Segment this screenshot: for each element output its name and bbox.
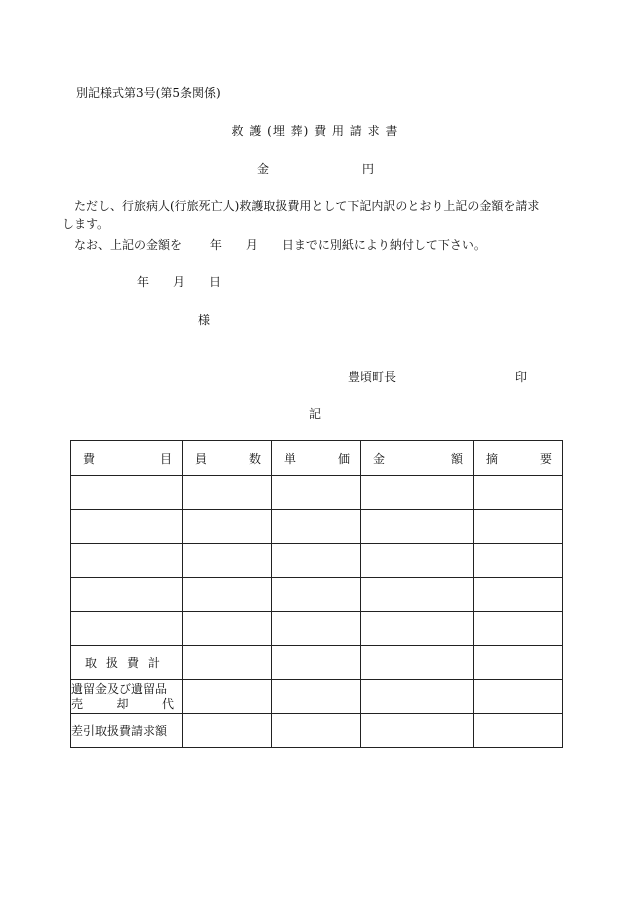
date-day: 日 xyxy=(209,275,222,289)
seal-mark: 印 xyxy=(515,370,528,384)
table-cell[interactable] xyxy=(361,544,474,578)
amount-prefix: 金 xyxy=(257,162,270,176)
table-cell[interactable] xyxy=(361,680,474,714)
header-count: 員 数 xyxy=(183,441,272,476)
table-row xyxy=(71,510,563,544)
table-cell[interactable] xyxy=(183,578,272,612)
header-unit-price: 単 価 xyxy=(272,441,361,476)
remains-row xyxy=(71,680,563,714)
form-number: 別記様式第3号(第5条関係) xyxy=(76,86,221,100)
table-cell[interactable] xyxy=(71,476,183,510)
table-row xyxy=(71,544,563,578)
table-cell[interactable] xyxy=(474,714,563,748)
table-header-row xyxy=(71,441,563,476)
table-cell[interactable] xyxy=(183,714,272,748)
table-cell[interactable] xyxy=(361,646,474,680)
table-cell[interactable] xyxy=(272,578,361,612)
header-remarks: 摘 要 xyxy=(474,441,563,476)
table-cell[interactable] xyxy=(71,612,183,646)
body-text-line2: します。 xyxy=(62,217,110,231)
header-item: 費 目 xyxy=(71,441,183,476)
remains-row-label: 遺留金及び遺留品 売 却 代 xyxy=(71,680,183,714)
table-cell[interactable] xyxy=(71,544,183,578)
table-cell[interactable] xyxy=(183,510,272,544)
table-cell[interactable] xyxy=(183,646,272,680)
detail-table xyxy=(70,440,563,748)
table-cell[interactable] xyxy=(361,578,474,612)
table-row xyxy=(71,578,563,612)
body-text-line1: ただし、行旅病人(行旅死亡人)救護取扱費用として下記内訳のとおり上記の金額を請求 xyxy=(74,199,540,213)
table-cell[interactable] xyxy=(272,544,361,578)
date-month: 月 xyxy=(173,275,186,289)
table-cell[interactable] xyxy=(272,612,361,646)
table-cell[interactable] xyxy=(361,476,474,510)
table-cell[interactable] xyxy=(474,612,563,646)
ki-label: 記 xyxy=(309,407,322,421)
sender-title: 豊頃町長 xyxy=(348,370,397,384)
table-cell[interactable] xyxy=(71,510,183,544)
total-row xyxy=(71,646,563,680)
table-cell[interactable] xyxy=(272,714,361,748)
claim-row-label: 差引取扱費請求額 xyxy=(71,714,183,748)
table-cell[interactable] xyxy=(272,510,361,544)
table-row xyxy=(71,476,563,510)
body-text-line3: なお、上記の金額を 年 月 日までに別紙により納付して下さい。 xyxy=(74,238,486,252)
table-cell[interactable] xyxy=(474,578,563,612)
amount-unit: 円 xyxy=(362,162,375,176)
table-cell[interactable] xyxy=(183,612,272,646)
table-cell[interactable] xyxy=(474,544,563,578)
document-title: 救 護 (埋 葬) 費 用 請 求 書 xyxy=(231,124,399,138)
header-amount: 金 額 xyxy=(361,441,474,476)
table-cell[interactable] xyxy=(71,578,183,612)
total-row-label: 取 扱 費 計 xyxy=(71,646,183,680)
table-cell[interactable] xyxy=(474,680,563,714)
table-cell[interactable] xyxy=(474,476,563,510)
table-cell[interactable] xyxy=(474,646,563,680)
table-cell[interactable] xyxy=(272,680,361,714)
table-cell[interactable] xyxy=(272,646,361,680)
table-cell[interactable] xyxy=(474,510,563,544)
addressee-suffix: 様 xyxy=(198,313,211,327)
table-cell[interactable] xyxy=(361,612,474,646)
table-cell[interactable] xyxy=(272,476,361,510)
table-cell[interactable] xyxy=(183,680,272,714)
table-row xyxy=(71,612,563,646)
table-cell[interactable] xyxy=(361,510,474,544)
table-cell[interactable] xyxy=(361,714,474,748)
claim-row xyxy=(71,714,563,748)
table-cell[interactable] xyxy=(183,476,272,510)
table-cell[interactable] xyxy=(183,544,272,578)
date-year: 年 xyxy=(137,275,150,289)
